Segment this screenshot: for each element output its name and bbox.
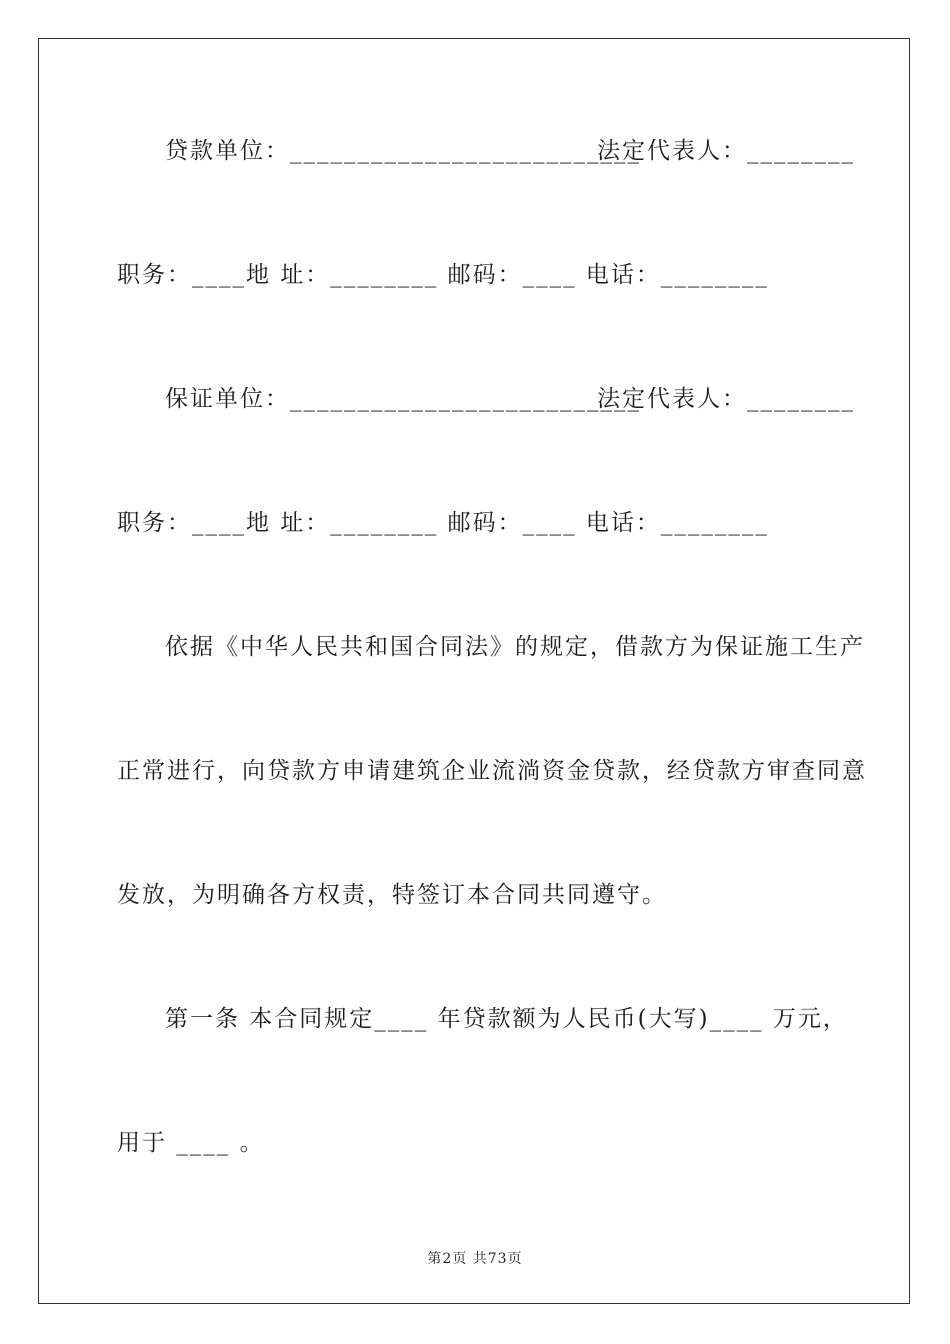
guarantor-contact-line: 职务：____地 址：________ 邮码：____ 电话：________ [117,510,769,536]
article-1-line-2: 用于 ____ 。 [117,1130,265,1156]
article-1-line-1: 第一条 本合同规定____ 年贷款额为人民币(大写)____ 万元， [165,1006,848,1032]
page-number: 第2页 共73页 [427,1251,523,1267]
lender-legal-representative-field: 法定代表人：________ [597,138,855,164]
preamble-line-3: 发放，为明确各方权责，特签订本合同共同遵守。 [117,882,667,908]
preamble-line-1: 依据《中华人民共和国合同法》的规定，借款方为保证施工生产 [165,634,865,660]
preamble-line-2: 正常进行，向贷款方申请建筑企业流淌资金贷款，经贷款方审查同意 [117,758,867,784]
guarantor-unit-field: 保证单位：__________________________ [165,386,641,412]
lender-unit-field: 贷款单位：__________________________ [165,138,641,164]
guarantor-legal-representative-field: 法定代表人：________ [597,386,855,412]
page-border [38,38,910,1304]
lender-contact-line: 职务：____地 址：________ 邮码：____ 电话：________ [117,262,769,288]
